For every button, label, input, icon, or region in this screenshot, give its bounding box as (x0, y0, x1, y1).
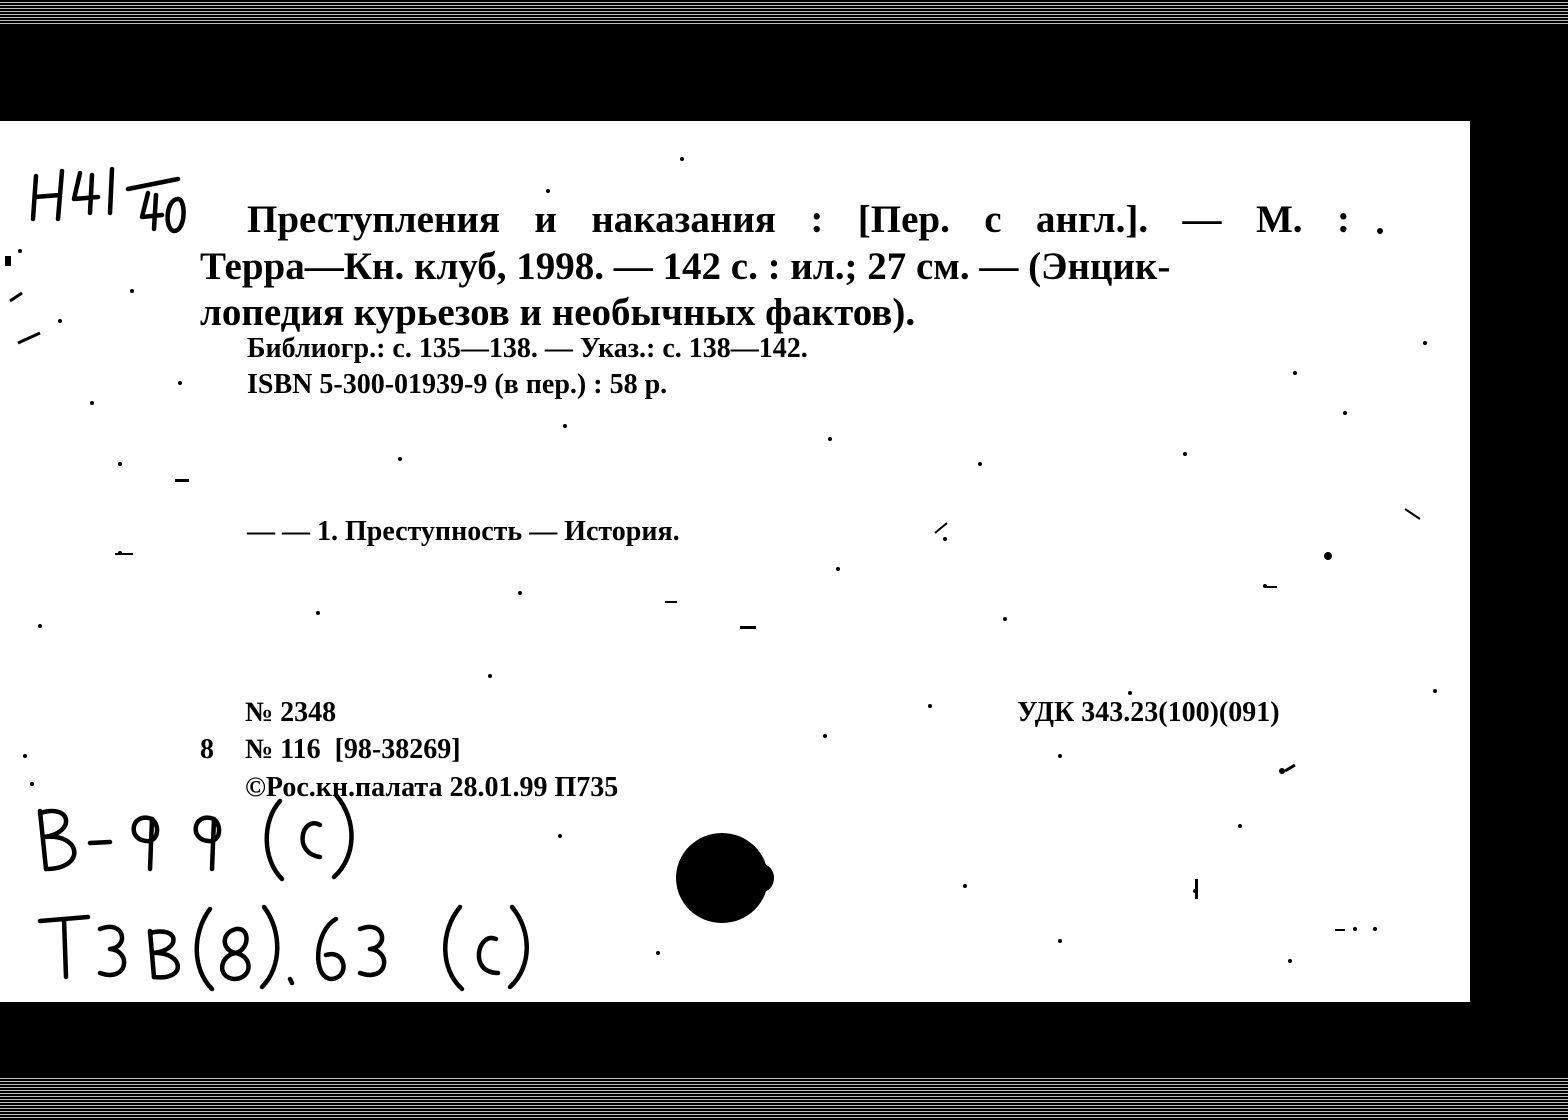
card-title-line: Преступления и наказания : [Пер. с англ.]. — М. : (247, 198, 1350, 241)
card-udc: УДК 343.23(100)(091) (1017, 697, 1280, 728)
card-number-prefix: 8 (200, 734, 214, 765)
catalog-card (0, 121, 1470, 1002)
card-copyright-line: ©Рос.кн.палата 28.01.99 П735 (245, 772, 619, 803)
card-number: № 116 [98-38269] (245, 734, 461, 765)
card-isbn-line: ISBN 5-300-01939-9 (в пер.) : 58 р. (247, 369, 668, 400)
card-record-number: № 2348 (245, 697, 337, 728)
scan-border-bottom (0, 1076, 1568, 1120)
card-tracing: — — 1. Преступность — История. (247, 516, 680, 547)
card-bibliography-note: Библиогр.: с. 135—138. — Указ.: с. 138—142. (247, 333, 808, 364)
scan-border-top (0, 0, 1568, 26)
card-imprint-line: Терра—Кн. клуб, 1998. — 142 с. : ил.; 27 см. — (Энцик- (200, 245, 1171, 288)
punch-hole-mark (0, 121, 1470, 1002)
card-series-line: лопедия курьезов и необычных фактов). (200, 291, 916, 334)
